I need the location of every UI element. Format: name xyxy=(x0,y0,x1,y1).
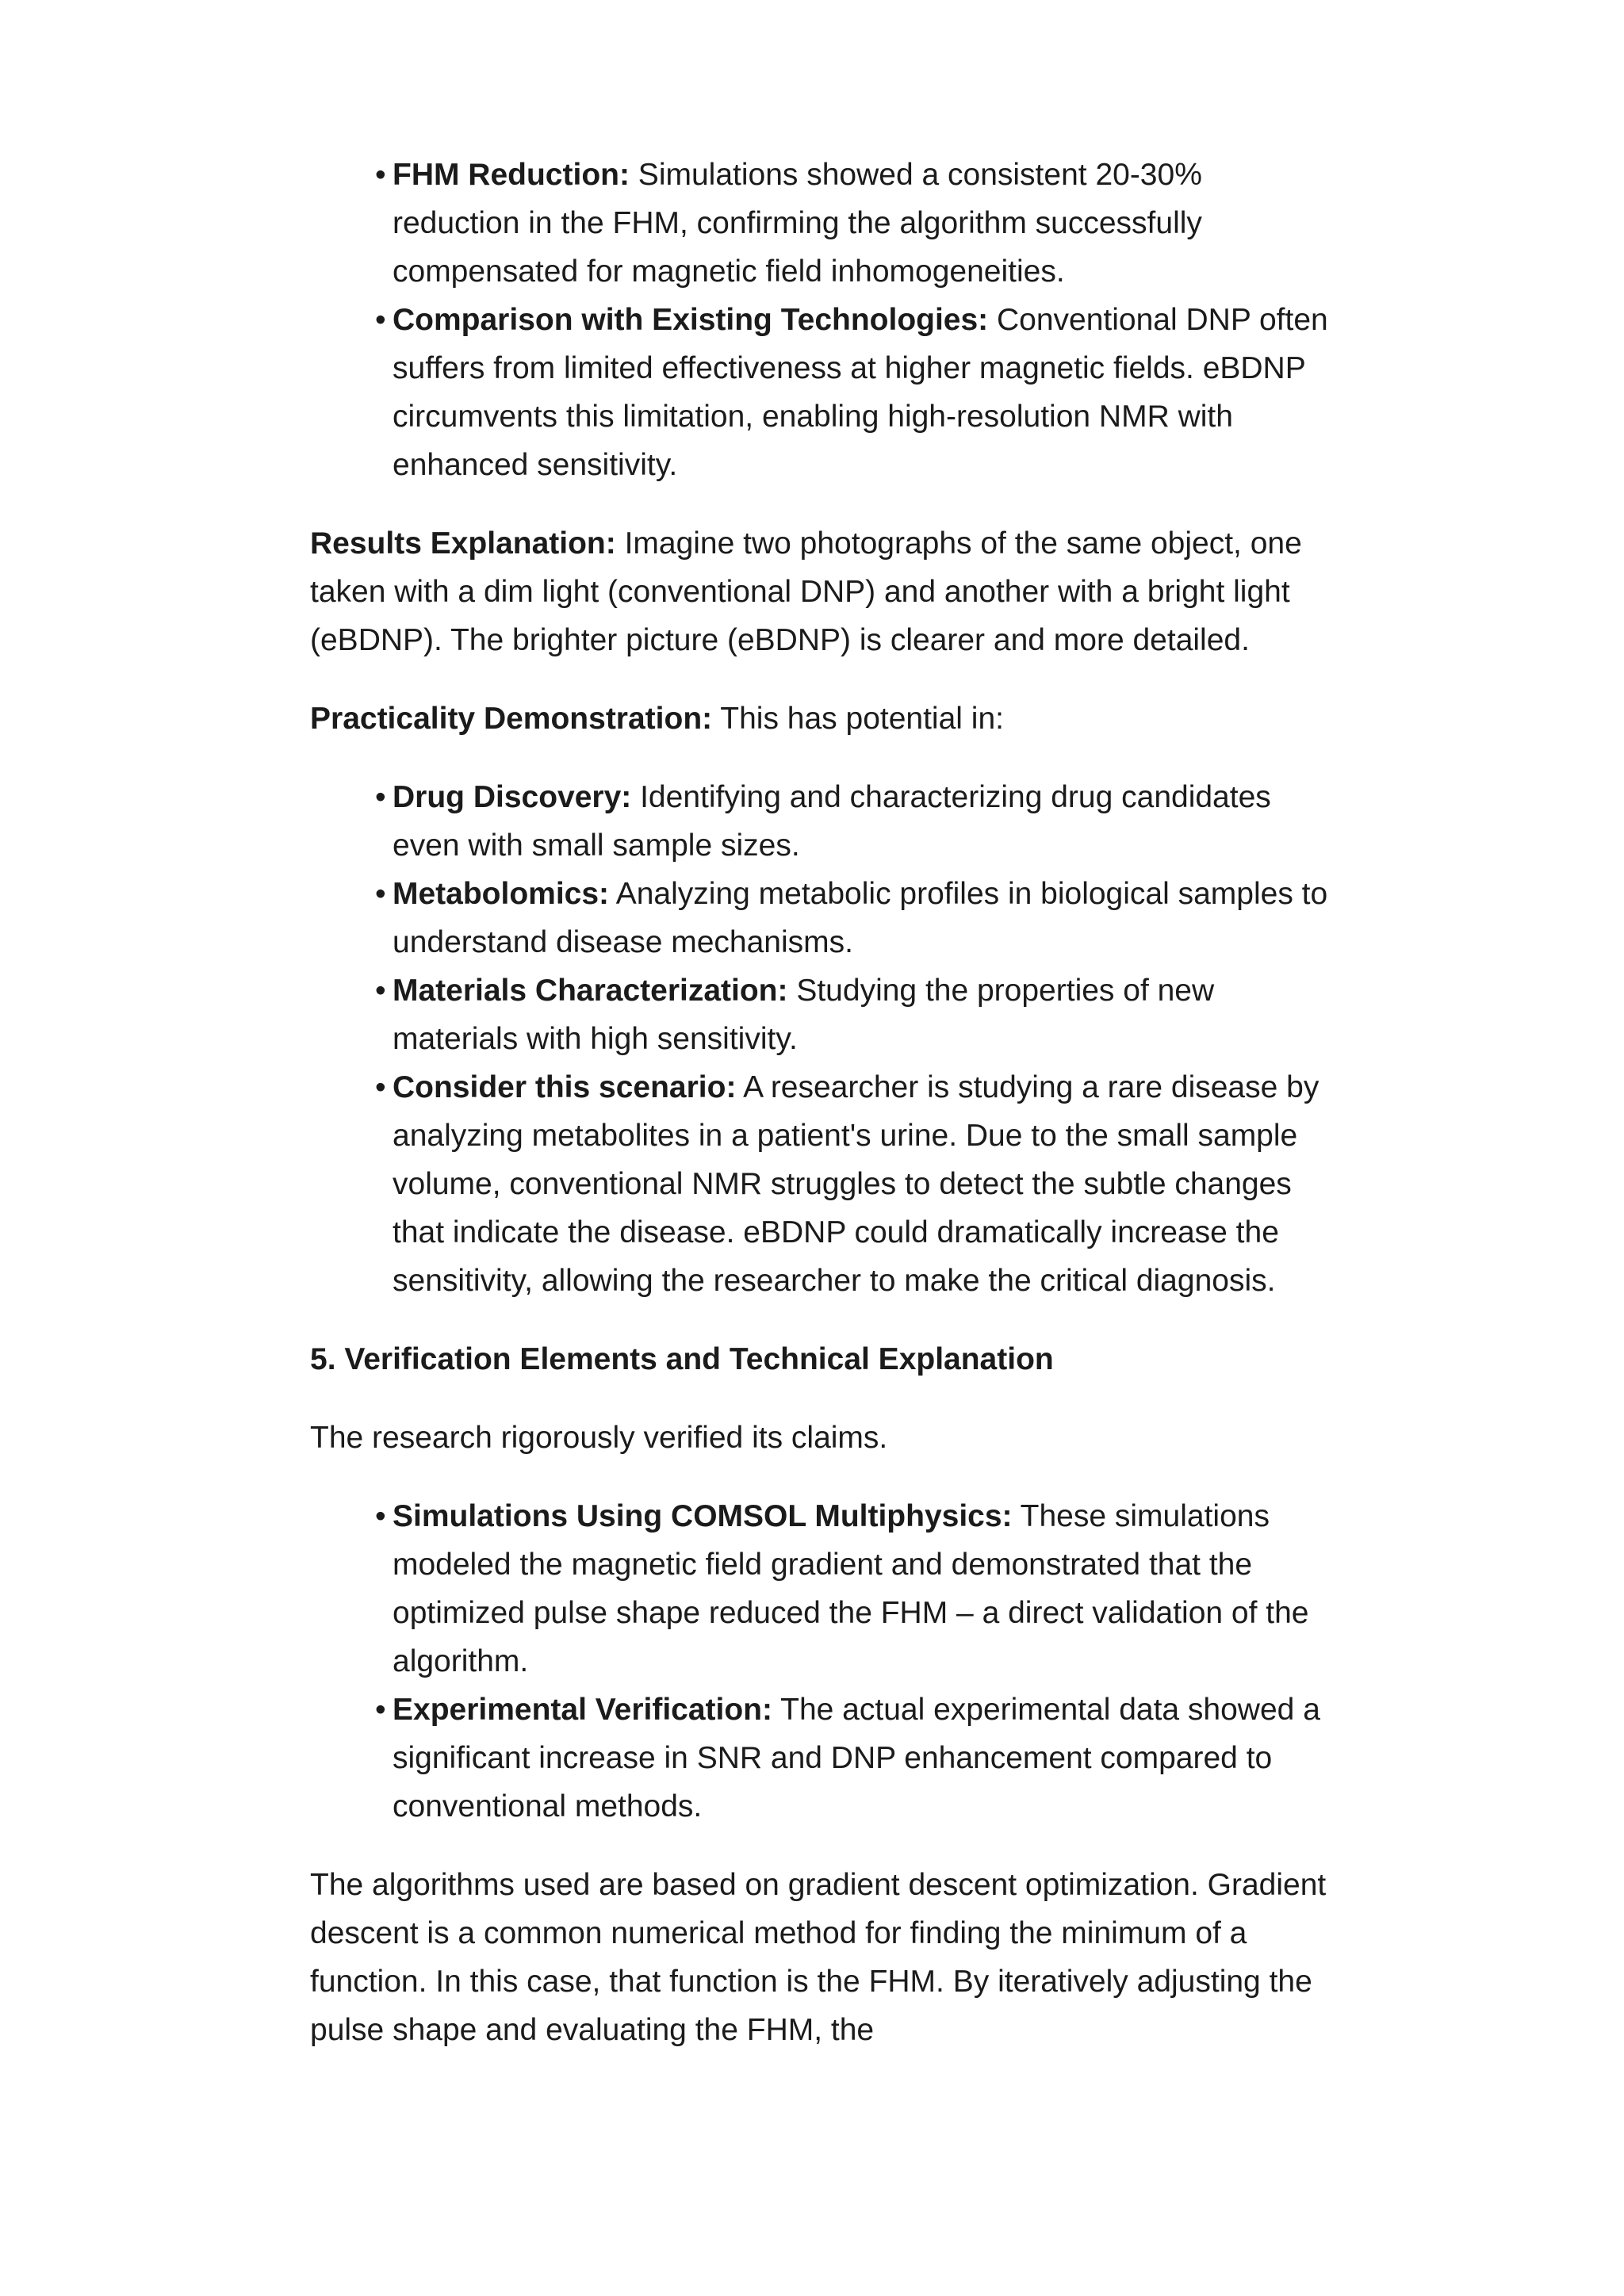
bullet-marker: • xyxy=(375,974,386,1008)
list-item-scenario xyxy=(375,1063,1333,1305)
list-item-label: Experimental Verification: xyxy=(393,1693,772,1727)
list-item-label: Consider this scenario: xyxy=(393,1070,737,1104)
list-item-text: A researcher is studying a rare disease by analyzing metabolites in a patient's urine. Due to the small sample volume, conventional NMR struggles to detect the subtle changes that indicate the disease. eBDNP could dramatically increase the sensitivity, allowing the researcher to make the critical diagnosis. xyxy=(393,1070,1320,1298)
list-item-text: Studying the properties of new materials with high sensitivity. xyxy=(393,974,1215,1056)
list-item-text: These simulations modeled the magnetic field gradient and demonstrated that the optimized pulse shape reduced the FHM – a direct validation of the algorithm. xyxy=(393,1499,1309,1678)
list-item-drug-discovery xyxy=(375,773,1333,870)
bullet-marker: • xyxy=(375,1499,386,1533)
list-item-text: Conventional DNP often suffers from limited effectiveness at higher magnetic fields. eBDNP circumvents this limitation, enabling high-resolution NMR with enhanced sensitivity. xyxy=(393,303,1328,482)
list-item-text: Simulations showed a consistent 20-30% reduction in the FHM, confirming the algorithm successfully compensated for magnetic field inhomogeneities. xyxy=(393,158,1202,289)
list-item-label: Comparison with Existing Technologies: xyxy=(393,303,989,337)
bullet-marker: • xyxy=(375,1693,386,1727)
list-item-metabolomics xyxy=(375,870,1333,966)
document-body xyxy=(310,151,1333,2084)
bullet-marker: • xyxy=(375,1070,386,1104)
list-item-fhm-reduction xyxy=(375,151,1333,296)
practicality-bullet-list xyxy=(310,773,1333,1305)
paragraph-label: Results Explanation: xyxy=(310,526,616,561)
bullet-marker: • xyxy=(375,780,386,814)
list-item-comparison xyxy=(375,296,1333,489)
list-item-text: Analyzing metabolic profiles in biological samples to understand disease mechanisms. xyxy=(393,877,1328,959)
list-item-label: Simulations Using COMSOL Multiphysics: xyxy=(393,1499,1013,1533)
paragraph-text: Imagine two photographs of the same object, one taken with a dim light (conventional DNP) and another with a bright light (eBDNP). The brighter picture (eBDNP) is clearer and more detailed. xyxy=(310,526,1302,657)
list-item-materials xyxy=(375,966,1333,1063)
list-item-label: FHM Reduction: xyxy=(393,158,630,192)
section-intro-paragraph: The research rigorously verified its claims. xyxy=(310,1421,888,1455)
results-explanation-paragraph xyxy=(310,519,1333,664)
paragraph-text: This has potential in: xyxy=(712,702,1004,736)
list-item-text: The actual experimental data showed a significant increase in SNR and DNP enhancement compared to conventional methods. xyxy=(393,1693,1320,1823)
list-item-label: Materials Characterization: xyxy=(393,974,788,1008)
closing-paragraph: The algorithms used are based on gradient descent optimization. Gradient descent is a common numerical method for finding the minimum of a function. In this case, that function is the FHM. By iteratively adjusting the pulse shape and evaluating the FHM, the xyxy=(310,1868,1327,2047)
list-item-experimental xyxy=(375,1686,1333,1831)
section-heading: 5. Verification Elements and Technical Explanation xyxy=(310,1342,1054,1376)
results-bullet-list xyxy=(310,151,1333,489)
list-item-label: Metabolomics: xyxy=(393,877,610,911)
practicality-paragraph xyxy=(310,695,1333,743)
list-item-text: Identifying and characterizing drug candidates even with small sample sizes. xyxy=(393,780,1271,863)
verification-bullet-list xyxy=(310,1492,1333,1831)
bullet-marker: • xyxy=(375,303,386,337)
bullet-marker: • xyxy=(375,877,386,911)
list-item-label: Drug Discovery: xyxy=(393,780,632,814)
list-item-simulations xyxy=(375,1492,1333,1686)
bullet-marker: • xyxy=(375,158,386,192)
paragraph-label: Practicality Demonstration: xyxy=(310,702,713,736)
